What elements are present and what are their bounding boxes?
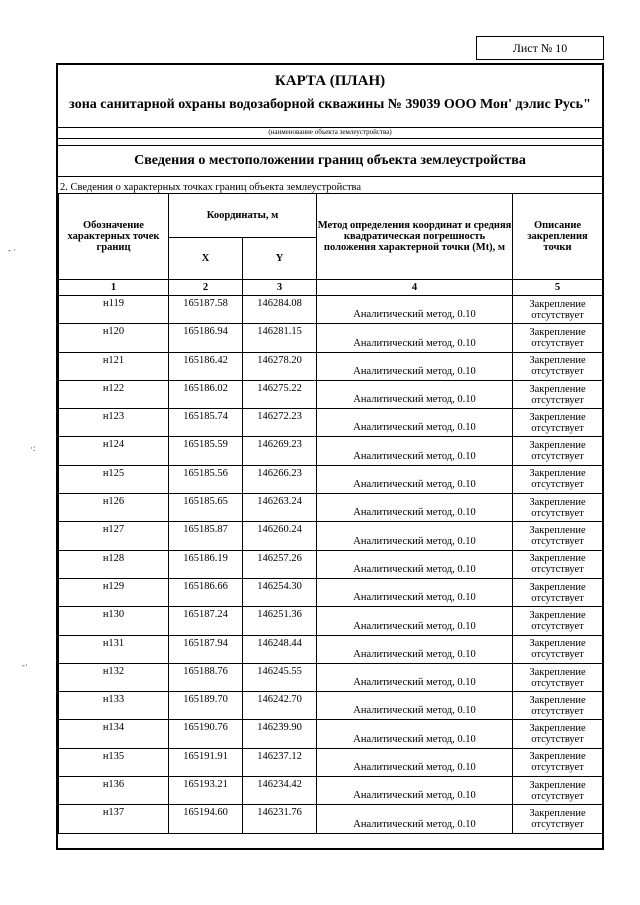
table-row	[59, 805, 603, 833]
coord-y-cell: 146234.42	[243, 777, 317, 805]
description-cell: Закрепление отсутствует	[513, 748, 603, 776]
method-cell: Аналитический метод, 0.10	[317, 692, 513, 720]
description-cell: Закрепление отсутствует	[513, 692, 603, 720]
table-row	[59, 578, 603, 606]
description-cell: Закрепление отсутствует	[513, 296, 603, 324]
table-row	[59, 777, 603, 805]
point-id-cell: н125	[59, 465, 169, 493]
coord-y-cell: 146254.30	[243, 578, 317, 606]
header-y: Y	[243, 238, 317, 280]
section-title: Сведения о местоположении границ объекта землеустройства	[58, 145, 602, 177]
point-id-cell: н128	[59, 550, 169, 578]
description-cell: Закрепление отсутствует	[513, 635, 603, 663]
coord-y-cell: 146251.36	[243, 607, 317, 635]
table-row	[59, 720, 603, 748]
method-cell: Аналитический метод, 0.10	[317, 720, 513, 748]
coord-y-cell: 146260.24	[243, 522, 317, 550]
header-method: Метод определения координат и средняя квадратическая погрешность положения характерной точки (Mt), м	[317, 194, 513, 280]
coord-x-cell: 165186.94	[169, 324, 243, 352]
table-row	[59, 437, 603, 465]
coord-y-cell: 146278.20	[243, 352, 317, 380]
point-id-cell: н131	[59, 635, 169, 663]
description-cell: Закрепление отсутствует	[513, 550, 603, 578]
description-cell: Закрепление отсутствует	[513, 465, 603, 493]
point-id-cell: н124	[59, 437, 169, 465]
description-cell: Закрепление отсутствует	[513, 380, 603, 408]
table-row	[59, 550, 603, 578]
coord-y-cell: 146245.55	[243, 663, 317, 691]
coord-y-cell: 146237.12	[243, 748, 317, 776]
method-cell: Аналитический метод, 0.10	[317, 380, 513, 408]
scan-mark: ‐·	[22, 660, 28, 670]
point-id-cell: н136	[59, 777, 169, 805]
table-row	[59, 296, 603, 324]
coord-x-cell: 165188.76	[169, 663, 243, 691]
coord-x-cell: 165185.74	[169, 409, 243, 437]
table-row	[59, 409, 603, 437]
coord-x-cell: 165185.59	[169, 437, 243, 465]
point-id-cell: н127	[59, 522, 169, 550]
description-cell: Закрепление отсутствует	[513, 607, 603, 635]
point-id-cell: н133	[59, 692, 169, 720]
table-row	[59, 352, 603, 380]
col-number-5: 5	[513, 280, 603, 296]
coord-x-cell: 165187.94	[169, 635, 243, 663]
table-row	[59, 380, 603, 408]
point-id-cell: н121	[59, 352, 169, 380]
header-coordinates: Координаты, м	[169, 194, 317, 238]
coord-y-cell: 146284.08	[243, 296, 317, 324]
coord-x-cell: 165191.91	[169, 748, 243, 776]
coord-y-cell: 146275.22	[243, 380, 317, 408]
title-block	[58, 65, 602, 139]
header-description: Описание закрепления точки	[513, 194, 603, 280]
method-cell: Аналитический метод, 0.10	[317, 465, 513, 493]
method-cell: Аналитический метод, 0.10	[317, 663, 513, 691]
method-cell: Аналитический метод, 0.10	[317, 409, 513, 437]
header-point-id: Обозначение характерных точек границ	[59, 194, 169, 280]
point-id-cell: н129	[59, 578, 169, 606]
method-cell: Аналитический метод, 0.10	[317, 777, 513, 805]
coord-y-cell: 146242.70	[243, 692, 317, 720]
coord-x-cell: 165194.60	[169, 805, 243, 833]
point-id-cell: н119	[59, 296, 169, 324]
table-row	[59, 635, 603, 663]
point-id-cell: н130	[59, 607, 169, 635]
coord-x-cell: 165186.19	[169, 550, 243, 578]
method-cell: Аналитический метод, 0.10	[317, 437, 513, 465]
scan-mark: ‐ ·	[8, 245, 17, 255]
point-id-cell: н122	[59, 380, 169, 408]
page-subtitle: зона санитарной охраны водозаборной скважины № 39039 ООО Мон' дэлис Русь"	[69, 97, 591, 112]
coord-x-cell: 165186.42	[169, 352, 243, 380]
method-cell: Аналитический метод, 0.10	[317, 607, 513, 635]
coord-x-cell: 165187.58	[169, 296, 243, 324]
coord-x-cell: 165186.66	[169, 578, 243, 606]
description-cell: Закрепление отсутствует	[513, 805, 603, 833]
coord-x-cell: 165193.21	[169, 777, 243, 805]
description-cell: Закрепление отсутствует	[513, 352, 603, 380]
col-number-4: 4	[317, 280, 513, 296]
description-cell: Закрепление отсутствует	[513, 777, 603, 805]
description-cell: Закрепление отсутствует	[513, 720, 603, 748]
point-id-cell: н135	[59, 748, 169, 776]
coord-y-cell: 146269.23	[243, 437, 317, 465]
table-row	[59, 324, 603, 352]
description-cell: Закрепление отсутствует	[513, 324, 603, 352]
coord-y-cell: 146281.15	[243, 324, 317, 352]
col-number-1: 1	[59, 280, 169, 296]
method-cell: Аналитический метод, 0.10	[317, 296, 513, 324]
table-row	[59, 465, 603, 493]
description-cell: Закрепление отсутствует	[513, 578, 603, 606]
point-id-cell: н134	[59, 720, 169, 748]
description-cell: Закрепление отсутствует	[513, 437, 603, 465]
point-id-cell: н137	[59, 805, 169, 833]
method-cell: Аналитический метод, 0.10	[317, 494, 513, 522]
description-cell: Закрепление отсутствует	[513, 494, 603, 522]
method-cell: Аналитический метод, 0.10	[317, 748, 513, 776]
title-caption: (наименование объекта землеустройства)	[268, 128, 392, 136]
coord-x-cell: 165185.56	[169, 465, 243, 493]
coord-y-cell: 146272.23	[243, 409, 317, 437]
point-id-cell: н126	[59, 494, 169, 522]
method-cell: Аналитический метод, 0.10	[317, 324, 513, 352]
document-frame	[56, 63, 604, 850]
description-cell: Закрепление отсутствует	[513, 663, 603, 691]
table-row	[59, 748, 603, 776]
coord-x-cell: 165185.65	[169, 494, 243, 522]
coord-x-cell: 165189.70	[169, 692, 243, 720]
coord-x-cell: 165185.87	[169, 522, 243, 550]
method-cell: Аналитический метод, 0.10	[317, 550, 513, 578]
table-row	[59, 692, 603, 720]
coord-y-cell: 146231.76	[243, 805, 317, 833]
coord-y-cell: 146239.90	[243, 720, 317, 748]
col-number-2: 2	[169, 280, 243, 296]
point-id-cell: н120	[59, 324, 169, 352]
table-row	[59, 494, 603, 522]
subsection-title: 2. Сведения о характерных точках границ объекта землеустройства	[60, 182, 362, 193]
coord-x-cell: 165187.24	[169, 607, 243, 635]
table-row	[59, 607, 603, 635]
page-title: КАРТА (ПЛАН)	[274, 73, 386, 89]
table-row	[59, 663, 603, 691]
coord-y-cell: 146257.26	[243, 550, 317, 578]
method-cell: Аналитический метод, 0.10	[317, 635, 513, 663]
sheet-number: Лист № 10	[476, 36, 604, 60]
coord-y-cell: 146263.24	[243, 494, 317, 522]
coord-x-cell: 165190.76	[169, 720, 243, 748]
method-cell: Аналитический метод, 0.10	[317, 352, 513, 380]
method-cell: Аналитический метод, 0.10	[317, 805, 513, 833]
coord-y-cell: 146248.44	[243, 635, 317, 663]
header-x: X	[169, 238, 243, 280]
method-cell: Аналитический метод, 0.10	[317, 522, 513, 550]
description-cell: Закрепление отсутствует	[513, 409, 603, 437]
scan-mark: ·:	[30, 443, 36, 453]
points-table	[58, 193, 603, 834]
table-row	[59, 522, 603, 550]
description-cell: Закрепление отсутствует	[513, 522, 603, 550]
coord-x-cell: 165186.02	[169, 380, 243, 408]
point-id-cell: н132	[59, 663, 169, 691]
method-cell: Аналитический метод, 0.10	[317, 578, 513, 606]
col-number-3: 3	[243, 280, 317, 296]
point-id-cell: н123	[59, 409, 169, 437]
coord-y-cell: 146266.23	[243, 465, 317, 493]
